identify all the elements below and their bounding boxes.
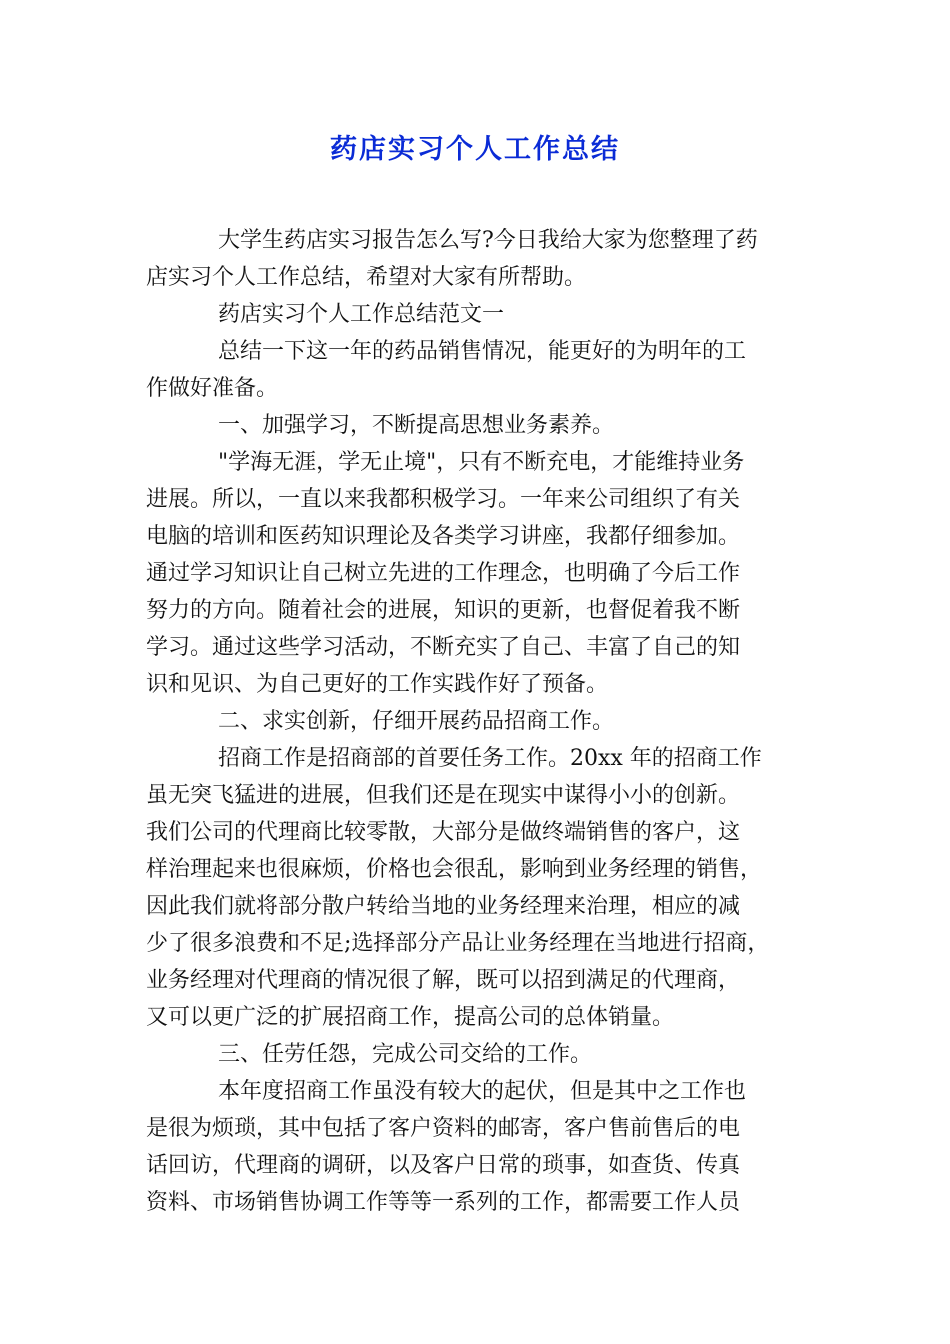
document-title: 药店实习个人工作总结 — [330, 134, 620, 165]
paragraph-line: "学海无涯，学无止境"，只有不断充电，才能维持业务 — [218, 450, 745, 475]
paragraph-line: 话回访，代理商的调研，以及客户日常的琐事，如查货、传真 — [146, 1153, 741, 1178]
section-heading: 二、求实创新，仔细开展药品招商工作。 — [218, 709, 615, 734]
paragraph-line: 业务经理对代理商的情况很了解，既可以招到满足的代理商， — [146, 968, 741, 993]
paragraph-line: 因此我们就将部分散户转给当地的业务经理来治理，相应的减 — [146, 894, 741, 919]
paragraph-line: 招商工作是招商部的首要任务工作。20xx 年的招商工作 — [218, 746, 762, 771]
paragraph-line: 识和见识、为自己更好的工作实践作好了预备。 — [146, 672, 609, 697]
paragraph-line: 总结一下这一年的药品销售情况，能更好的为明年的工 — [218, 339, 747, 364]
paragraph-line: 又可以更广泛的扩展招商工作，提高公司的总体销量。 — [146, 1005, 675, 1030]
paragraph-line: 样治理起来也很麻烦，价格也会很乱，影响到业务经理的销售， — [146, 857, 763, 882]
section-heading: 药店实习个人工作总结范文一 — [218, 302, 505, 327]
paragraph-line: 进展。所以，一直以来我都积极学习。一年来公司组织了有关 — [146, 487, 741, 512]
paragraph-line: 电脑的培训和医药知识理论及各类学习讲座，我都仔细参加。 — [146, 524, 741, 549]
paragraph-line: 学习。通过这些学习活动，不断充实了自己、丰富了自己的知 — [146, 635, 741, 660]
section-heading: 一、加强学习，不断提高思想业务素养。 — [218, 413, 615, 438]
paragraph-line: 我们公司的代理商比较零散，大部分是做终端销售的客户，这 — [146, 820, 741, 845]
paragraph-line: 虽无突飞猛进的进展，但我们还是在现实中谋得小小的创新。 — [146, 783, 741, 808]
paragraph-line: 是很为烦琐，其中包括了客户资料的邮寄，客户售前售后的电 — [146, 1116, 741, 1141]
paragraph-line: 资料、市场销售协调工作等等一系列的工作，都需要工作人员 — [146, 1190, 741, 1215]
paragraph-line: 努力的方向。随着社会的进展，知识的更新，也督促着我不断 — [146, 598, 741, 623]
paragraph-line: 通过学习知识让自己树立先进的工作理念，也明确了今后工作 — [146, 561, 741, 586]
paragraph-line: 本年度招商工作虽没有较大的起伏，但是其中之工作也 — [218, 1079, 747, 1104]
paragraph-line: 大学生药店实习报告怎么写?今日我给大家为您整理了药 — [218, 228, 758, 253]
section-heading: 三、任劳任怨，完成公司交给的工作。 — [218, 1042, 593, 1067]
paragraph-line: 店实习个人工作总结，希望对大家有所帮助。 — [146, 265, 587, 290]
paragraph-line: 作做好准备。 — [146, 376, 279, 401]
paragraph-line: 少了很多浪费和不足;选择部分产品让业务经理在当地进行招商， — [146, 931, 770, 956]
